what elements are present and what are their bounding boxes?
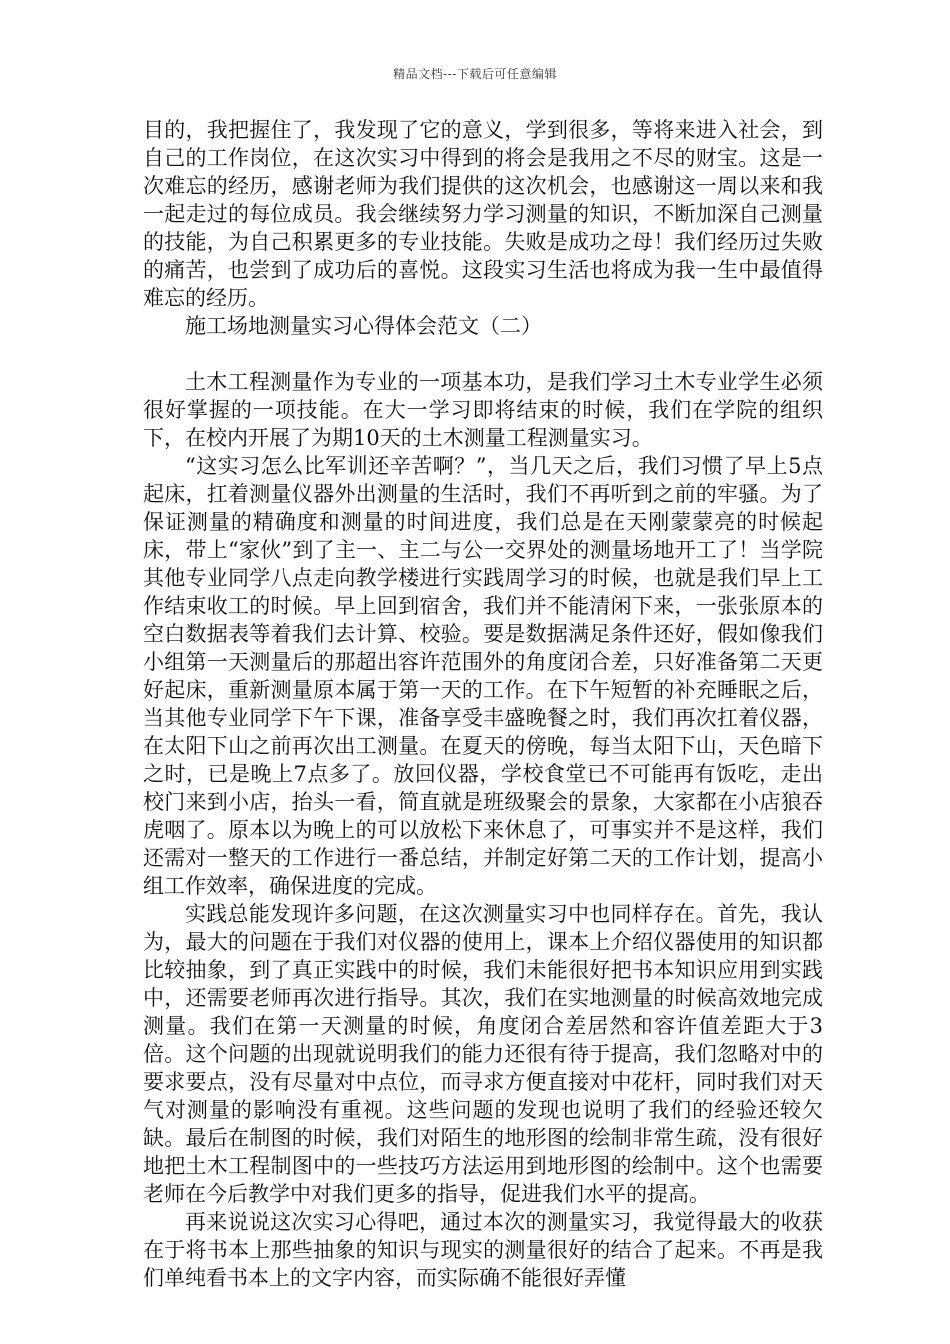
paragraph-2: 土木工程测量作为专业的一项基本功，是我们学习土木专业学生必须很好掌握的一项技能。在大一学习即将结束的时候，我们在学院的组织下，在校内开展了为期10天的土木测量工程测量实习。 — [143, 370, 823, 450]
blank-line — [143, 340, 823, 368]
paragraph-1: 目的，我把握住了，我发现了它的意义，学到很多，等将来进入社会，到自己的工作岗位，在这次实习中得到的将会是我用之不尽的财宝。这是一次难忘的经历，感谢老师为我们提供的这次机会，也感谢这一周以来和我一起走过的每位成员。我会继续努力学习测量的知识，不断加深自己测量的技能，为自己积累更多的专业技能。失败是成功之母！我们经历过失败的痛苦，也尝到了成功后的喜悦。这段实习生活也将成为我一生中最值得难忘的经历。 — [143, 118, 823, 310]
paragraph-5: 再来说说这次实习心得吧，通过本次的测量实习，我觉得最大的收获在于将书本上那些抽象的知识与现实的测量很好的结合了起来。不再是我们单纯看书本上的文字内容，而实际确不能很好弄懂 — [143, 1210, 823, 1290]
section-title: 施工场地测量实习心得体会范文（二） — [185, 314, 542, 338]
paragraph-4: 实践总能发现许多问题，在这次测量实习中也同样存在。首先，我认为，最大的问题在于我们对仪器的使用上，课本上介绍仪器使用的知识都比较抽象，到了真正实践中的时候，我们未能很好把书本知识应用到实践中，还需要老师再次进行指导。其次，我们在实地测量的时候高效地完成测量。我们在第一天测量的时候，角度闭合差居然和容许值差距大于3倍。这个问题的出现就说明我们的能力还很有待于提高，我们忽略对中的要求要点，没有尽量对中点位，而寻求方便直接对中花杆，同时我们对天气对测量的影响没有重视。这些问题的发现也说明了我们的经验还较欠缺。最后在制图的时候，我们对陌生的地形图的绘制非常生疏，没有很好地把土木工程制图中的一些技巧方法运用到地形图的绘制中。这个也需要老师在今后教学中对我们更多的指导，促进我们水平的提高。 — [143, 902, 823, 1206]
paragraph-3: “这实习怎么比军训还辛苦啊？”，当几天之后，我们习惯了早上5点起床，扛着测量仪器外出测量的生活时，我们不再听到之前的牢骚。为了保证测量的精确度和测量的时间进度，我们总是在天刚蒙蒙亮的时候起床，带上“家伙”到了主一、主二与公一交界处的测量场地开工了！当学院其他专业同学八点走向教学楼进行实践周学习的时候，也就是我们早上工作结束收工的时候。早上回到宿舍，我们并不能清闲下来，一张张原本的空白数据表等着我们去计算、校验。要是数据满足条件还好，假如像我们小组第一天测量后的那超出容许范围外的角度闭合差，只好准备第二天更好起床，重新测量原本属于第一天的工作。在下午短暂的补充睡眠之后，当其他专业同学下午下课，准备享受丰盛晚餐之时，我们再次扛着仪器，在太阳下山之前再次出工测量。在夏天的傍晚，每当太阳下山，天色暗下之时，已是晚上7点多了。放回仪器，学校食堂已不可能再有饭吃，走出校门来到小店，抬头一看，简直就是班级聚会的景象，大家都在小店狼吞虎咽了。原本以为晚上的可以放松下来休息了，可事实并不是这样，我们还需对一整天的工作进行一番总结，并制定好第二天的工作计划，提高小组工作效率，确保进度的完成。 — [143, 454, 823, 898]
document-body — [143, 116, 823, 1292]
page-header: 精品文档---下载后可任意编辑 — [393, 67, 557, 81]
